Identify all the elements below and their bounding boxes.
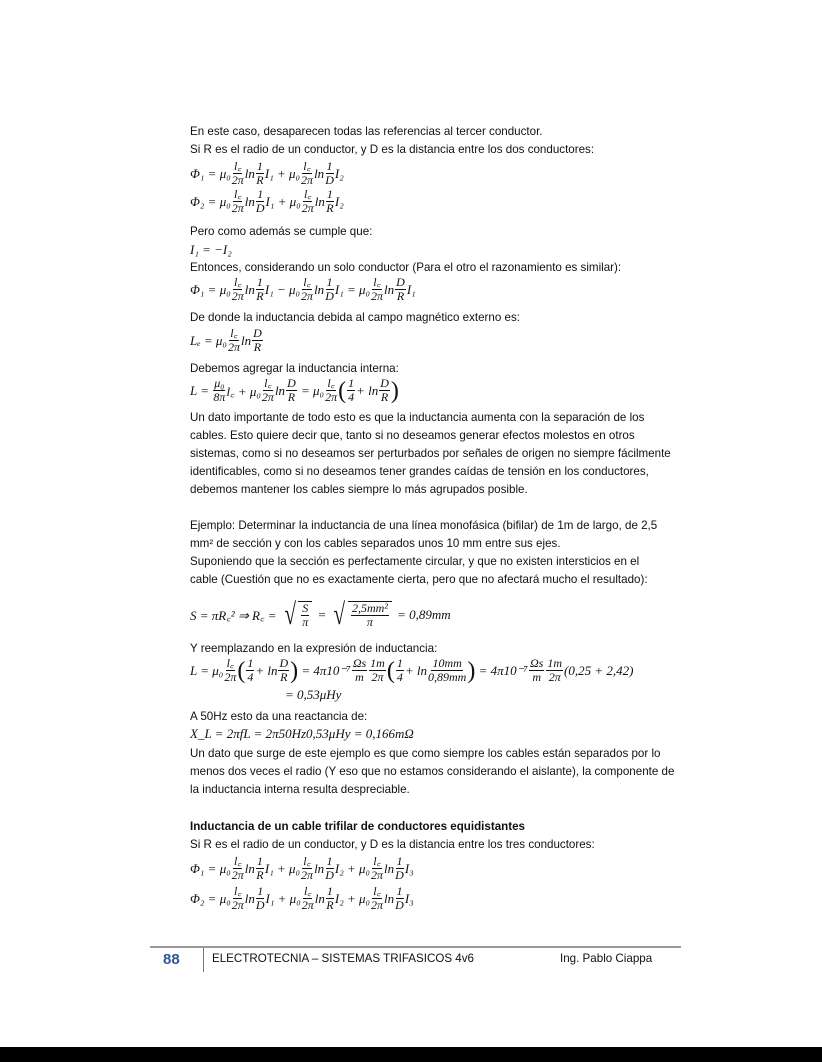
numerator: l꜀ [233, 275, 242, 289]
fraction [256, 885, 265, 912]
equation-flux-2-trifilar [190, 885, 414, 912]
numerator: 1 [326, 884, 333, 898]
numerator: S [302, 601, 309, 615]
numerator: D [287, 376, 296, 390]
numerator: 1 [257, 884, 264, 898]
denominator: R [326, 898, 334, 912]
fraction [347, 377, 355, 404]
denominator: 2π [301, 201, 314, 215]
numerator: 1m [547, 656, 563, 670]
math-term: ln [240, 332, 252, 348]
math-term: I₂ [334, 165, 344, 181]
fraction [351, 602, 389, 629]
denominator: D [395, 898, 404, 912]
math-term: I₁ + μ₀ [265, 890, 301, 906]
numerator: 1 [396, 884, 403, 898]
numerator: 10mm [432, 656, 462, 670]
radical-sign: √ [284, 598, 296, 631]
math-term: I₁ = μ₀ [334, 281, 371, 297]
denominator: 2π [231, 173, 244, 187]
radical-sign: √ [333, 598, 346, 631]
fraction [395, 276, 406, 303]
numerator: D [253, 326, 262, 340]
text-line: debemos mantener los cables siempre lo más agrupados posible. [190, 483, 528, 496]
denominator: D [325, 868, 334, 882]
text-line: Y reemplazando en la expresión de inductancia: [190, 642, 438, 655]
numerator: l꜀ [303, 884, 312, 898]
math-term: = 4π10⁻⁷ [298, 662, 351, 678]
math-term: L = μ₀ [190, 662, 224, 678]
numerator: 1 [326, 854, 333, 868]
math-term: ln [314, 860, 325, 876]
math-term: ln [314, 193, 325, 209]
math-term: Φ₁ = μ₀ [190, 281, 231, 297]
square-root [282, 600, 312, 630]
math-term: + ln [356, 382, 379, 398]
denominator: 4 [247, 670, 254, 684]
math-term: = [314, 607, 330, 622]
equation-reactance [190, 726, 414, 742]
denominator: D [255, 201, 265, 215]
denominator: m [355, 670, 364, 684]
footer-rule [150, 946, 681, 948]
fraction [395, 855, 404, 882]
text-line: Suponiendo que la sección es perfectamente circular, y que no existen intersticios en el [190, 555, 640, 568]
numerator: D [396, 275, 405, 289]
numerator: 1 [257, 187, 264, 201]
denominator: 4 [348, 390, 355, 404]
numerator: l꜀ [226, 656, 235, 670]
numerator: D [279, 656, 289, 670]
fraction [371, 885, 383, 912]
numerator: l꜀ [264, 376, 272, 390]
equation-flux-single [190, 276, 416, 303]
denominator: 2π [371, 898, 384, 912]
denominator: 2π [227, 340, 240, 354]
math-term: + ln [404, 662, 427, 678]
math-term: Φ₂ = μ₀ [190, 193, 231, 209]
text-line: cables. Esto quiere decir que, tanto si no deseamos generar efectos molestos en otros [190, 429, 635, 442]
denominator: 2π [231, 201, 244, 215]
parenthesis: ) [390, 377, 399, 404]
denominator: 2π [301, 173, 314, 187]
math-term: ln [244, 193, 255, 209]
math-term: Φ₂ = μ₀ [190, 890, 231, 906]
fraction [232, 855, 244, 882]
fraction [256, 855, 264, 882]
numerator: 2,5mm² [351, 601, 388, 615]
fraction [224, 657, 236, 684]
numerator: l꜀ [373, 275, 381, 289]
fraction [546, 657, 563, 684]
text-line: Debemos agregar la inductancia interna: [190, 362, 399, 375]
numerator: l꜀ [303, 275, 311, 289]
denominator: R [380, 390, 389, 404]
text-line: Si R es el radio de un conductor, y D es la distancia entre los tres conductores: [190, 838, 595, 851]
parenthesis: ( [237, 657, 246, 684]
numerator: D [380, 376, 389, 390]
fraction [396, 657, 404, 684]
numerator: 1 [256, 275, 263, 289]
denominator: 2π [371, 670, 384, 684]
math-term: Φ₁ = μ₀ [190, 165, 231, 181]
text-line: Pero como además se cumple que: [190, 225, 373, 238]
equation-inductance-example [190, 657, 633, 684]
denominator: 2π [371, 289, 384, 303]
text-line: Un dato que surge de este ejemplo es que como siempre los cables están separados por lo [190, 747, 661, 760]
denominator: 0,89mm [427, 670, 467, 684]
parenthesis: ( [386, 657, 395, 684]
fraction [301, 855, 313, 882]
parenthesis: ) [467, 657, 476, 684]
text-line: sistemas, como si no deseamos ser perturbados por señales de origen no siempre fácilmente [190, 447, 671, 460]
text-line: menos dos veces el radio (Y eso que no estamos considerando el aislante), la componente de [190, 765, 675, 778]
text-line: De donde la inductancia debida al campo magnético externo es: [190, 311, 520, 324]
fraction [325, 276, 334, 303]
math-term: ln [244, 860, 255, 876]
numerator: l꜀ [303, 159, 311, 173]
math-term: I₁ + μ₀ [265, 193, 301, 209]
footer-title: ELECTROTECNIA – SISTEMAS TRIFASICOS 4v6 [212, 952, 475, 965]
equation-radius [190, 600, 451, 630]
math-term: I₃ [404, 890, 414, 906]
text-line: Entonces, considerando un solo conductor (Para el otro el razonamiento es similar): [190, 261, 622, 274]
numerator: 1 [326, 187, 333, 201]
fraction [379, 377, 390, 404]
numerator: l꜀ [233, 187, 242, 201]
denominator: 2π [231, 289, 244, 303]
numerator: l꜀ [327, 376, 335, 390]
numerator: μ₀ [214, 376, 225, 390]
numerator: 1 [348, 376, 355, 390]
fraction [369, 657, 386, 684]
math-term: = 0,53μHy [285, 687, 342, 702]
fraction [428, 657, 466, 684]
denominator: 2π [548, 670, 561, 684]
math-term: (0,25 + 2,42) [564, 662, 634, 678]
fraction [262, 377, 274, 404]
fraction [232, 885, 244, 912]
numerator: l꜀ [303, 187, 312, 201]
numerator: 1 [326, 275, 333, 289]
math-term: ln [244, 281, 255, 297]
numerator: Ωs [352, 656, 367, 670]
denominator: R [253, 340, 262, 354]
fraction [228, 327, 240, 354]
numerator: l꜀ [230, 326, 238, 340]
bottom-bar [0, 1047, 822, 1062]
numerator: 1 [396, 656, 403, 670]
math-term: I₁ − μ₀ [264, 281, 301, 297]
numerator: 1 [256, 854, 263, 868]
numerator: l꜀ [233, 159, 242, 173]
math-term: ln [274, 382, 286, 398]
denominator: R [256, 289, 264, 303]
math-term: I₁ + μ₀ [264, 860, 301, 876]
parenthesis: ( [338, 377, 347, 404]
math-term: I₃ [404, 860, 414, 876]
denominator: 2π [224, 670, 237, 684]
denominator: R [326, 201, 334, 215]
equation-result [285, 687, 341, 703]
text-line: identificables, como si no deseamos tener grandes caídas de tensión en los conductores, [190, 465, 649, 478]
fraction [301, 602, 309, 629]
math-term: ln [314, 890, 325, 906]
fraction [213, 377, 225, 404]
fraction [326, 885, 334, 912]
footer-author: Ing. Pablo Ciappa [560, 952, 653, 965]
denominator: 2π [325, 390, 338, 404]
math-term: + ln [255, 662, 278, 678]
equation-flux-1 [190, 160, 344, 187]
section-heading: Inductancia de un cable trifilar de conductores equidistantes [190, 820, 526, 833]
denominator: 8π [213, 390, 226, 404]
text-line: Si R es el radio de un conductor, y D es la distancia entre los dos conductores: [190, 143, 595, 156]
numerator: 1 [326, 159, 333, 173]
denominator: π [366, 615, 373, 629]
math-term: ln [314, 281, 325, 297]
math-term: ln [244, 165, 255, 181]
math-term: I₁ [406, 281, 416, 297]
denominator: D [395, 868, 404, 882]
math-term: X_L = 2πfL = 2π50Hz0,53μHy = 0,166mΩ [190, 726, 414, 741]
denominator: 2π [231, 868, 244, 882]
math-term: S = πR꜀² ⇒ R꜀ = [190, 608, 280, 623]
square-root [331, 600, 391, 630]
denominator: R [396, 289, 405, 303]
fraction [256, 160, 264, 187]
fraction [232, 160, 244, 187]
equation-flux-2 [190, 188, 344, 215]
fraction [302, 188, 314, 215]
denominator: m [532, 670, 542, 684]
math-term: = μ₀ [297, 382, 325, 398]
math-term: I₂ + μ₀ [334, 860, 371, 876]
equation-external-inductance [190, 327, 264, 354]
math-term: ln [384, 890, 395, 906]
text-line: la inductancia interna resulta despreciable. [190, 783, 410, 796]
denominator: 2π [261, 390, 274, 404]
fraction [286, 377, 297, 404]
numerator: l꜀ [373, 884, 381, 898]
math-term: l꜀ + μ₀ [226, 383, 261, 399]
fraction [256, 188, 265, 215]
math-term: I₁ + μ₀ [264, 165, 301, 181]
denominator: 2π [371, 868, 384, 882]
fraction [301, 276, 313, 303]
fraction [371, 276, 383, 303]
fraction [371, 855, 383, 882]
fraction [395, 885, 404, 912]
fraction [326, 188, 334, 215]
numerator: 1 [396, 854, 403, 868]
denominator: 2π [301, 868, 314, 882]
fraction [232, 188, 244, 215]
math-term: ln [384, 281, 395, 297]
numerator: l꜀ [233, 854, 242, 868]
denominator: 4 [396, 670, 403, 684]
text-line: Ejemplo: Determinar la inductancia de una línea monofásica (bifilar) de 1m de largo, de 2,5 [190, 519, 658, 532]
fraction [352, 657, 367, 684]
numerator: 1 [256, 159, 263, 173]
math-term: ln [244, 890, 255, 906]
denominator: R [256, 868, 264, 882]
denominator: D [325, 173, 334, 187]
equation-currents [190, 242, 232, 258]
footer-divider [203, 948, 204, 972]
math-term: I₂ + μ₀ [334, 890, 371, 906]
equation-flux-1-trifilar [190, 855, 414, 882]
page-number: 88 [163, 951, 180, 968]
numerator: Ωs [530, 656, 544, 670]
numerator: l꜀ [233, 884, 242, 898]
parenthesis: ) [290, 657, 299, 684]
denominator: 2π [231, 898, 244, 912]
math-term: Lₑ = μ₀ [190, 332, 227, 348]
math-term: ln [314, 165, 325, 181]
fraction [302, 885, 314, 912]
fraction [325, 377, 337, 404]
math-term: I₂ [334, 193, 344, 209]
math-term: = 0,89mm [393, 607, 451, 622]
math-term: I₁ = −I₂ [190, 242, 232, 257]
fraction [256, 276, 264, 303]
text-line: Un dato importante de todo esto es que la inductancia aumenta con la separación de los [190, 411, 645, 424]
text-line: mm² de sección y con los cables separados unos 10 mm entre sus ejes. [190, 537, 561, 550]
denominator: D [325, 289, 334, 303]
fraction [301, 160, 313, 187]
denominator: π [302, 615, 309, 629]
numerator: 1m [370, 656, 385, 670]
equation-total-inductance [190, 377, 399, 404]
math-term: ln [384, 860, 395, 876]
denominator: R [280, 670, 288, 684]
fraction [252, 327, 263, 354]
math-term: L = [190, 382, 213, 398]
denominator: D [255, 898, 265, 912]
text-line: A 50Hz esto da una reactancia de: [190, 710, 368, 723]
text-line: cable (Cuestión que no es exactamente cierta, pero que no afectará mucho el resultado): [190, 573, 648, 586]
math-term: Φ₁ = μ₀ [190, 860, 231, 876]
denominator: 2π [301, 898, 314, 912]
fraction [529, 657, 544, 684]
denominator: 2π [301, 289, 314, 303]
numerator: l꜀ [303, 854, 311, 868]
math-term: = 4π10⁻⁷ [475, 662, 528, 678]
numerator: 1 [247, 656, 254, 670]
fraction [246, 657, 254, 684]
text-line: En este caso, desaparecen todas las referencias al tercer conductor. [190, 125, 543, 138]
fraction [278, 657, 289, 684]
denominator: R [256, 173, 264, 187]
fraction [232, 276, 244, 303]
denominator: R [287, 390, 296, 404]
fraction [325, 855, 334, 882]
fraction [325, 160, 334, 187]
numerator: l꜀ [373, 854, 381, 868]
